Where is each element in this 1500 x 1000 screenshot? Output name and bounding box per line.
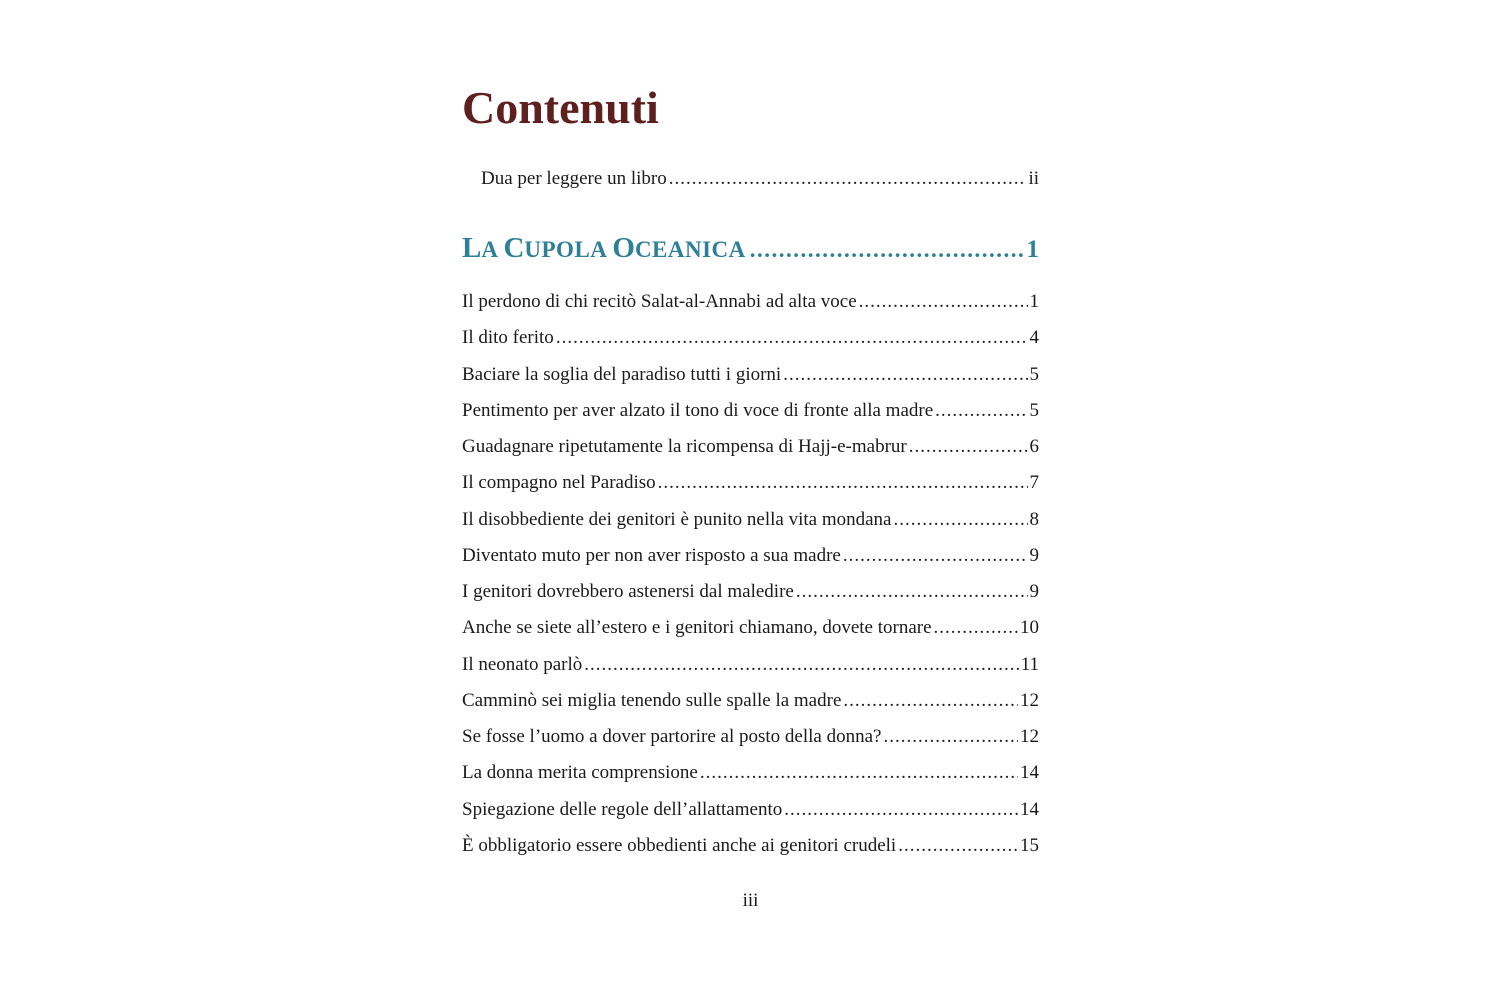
dot-leader (783, 362, 1027, 388)
toc-entry[interactable] (462, 579, 1039, 605)
toc-entry-page: 10 (1020, 617, 1039, 639)
toc-entry-page: 1 (1029, 291, 1039, 312)
dot-leader (750, 232, 1023, 268)
dot-leader (934, 615, 1018, 641)
toc-entry-label: Pentimento per aver alzato il tono di voce di fronte alla madre (462, 399, 934, 421)
dot-leader (584, 652, 1018, 678)
toc-entry[interactable] (462, 724, 1039, 750)
section-title: LA CUPOLA OCEANICA (462, 232, 746, 264)
toc-entry[interactable] (462, 507, 1039, 533)
toc-entry-page: 7 (1029, 472, 1039, 494)
section-page: 1 (1026, 236, 1039, 263)
toc-entry-label: Se fosse l’uomo a dover partorire al posto della donna? (462, 726, 882, 747)
toc-entry-label: Spiegazione delle regole dell’allattamento (462, 798, 783, 820)
dot-leader (883, 724, 1018, 750)
toc-entry-page: ii (1028, 168, 1039, 189)
dot-leader (859, 289, 1028, 315)
toc-entry-page: 12 (1020, 689, 1039, 711)
page-number-footer: iii (742, 890, 759, 911)
toc-section-heading[interactable] (462, 230, 1039, 268)
dot-leader (556, 325, 1028, 351)
dot-leader (898, 833, 1018, 859)
dot-leader (894, 507, 1028, 533)
dot-leader (935, 398, 1027, 424)
toc-entry-label: Il neonato parlò (462, 653, 583, 675)
toc-entry-page: 12 (1020, 726, 1039, 747)
toc-entry[interactable] (462, 325, 1039, 351)
toc-entry[interactable] (462, 470, 1039, 496)
toc-entry-label: Camminò sei miglia tenendo sulle spalle la madre (462, 689, 842, 711)
toc-entry-page: 4 (1029, 327, 1039, 349)
toc-entry[interactable] (462, 398, 1039, 424)
page-title: Contenuti (462, 82, 659, 133)
toc-entry[interactable] (462, 434, 1039, 460)
toc-entry[interactable] (462, 543, 1039, 569)
toc-entry-page: 6 (1029, 436, 1039, 457)
toc-entry[interactable] (462, 688, 1039, 714)
toc-entry-page: 11 (1020, 653, 1039, 675)
toc-entry-page: 15 (1020, 834, 1039, 856)
toc-entry-label: Baciare la soglia del paradiso tutti i giorni (462, 363, 782, 385)
toc-entry-label: Il compagno nel Paradiso (462, 472, 656, 494)
toc-entry-page: 9 (1029, 544, 1039, 566)
dot-leader (658, 470, 1028, 496)
toc-entry-page: 14 (1020, 762, 1039, 784)
toc-entry[interactable] (462, 289, 1039, 315)
toc-entry-label: Guadagnare ripetutamente la ricompensa di Hajj-e-mabrur (462, 436, 907, 457)
toc-entry[interactable] (462, 615, 1039, 641)
dot-leader (909, 434, 1028, 460)
toc-entry[interactable] (462, 797, 1039, 823)
toc-entry-label: Diventato muto per non aver risposto a sua madre (462, 544, 841, 566)
toc-entry-label: È obbligatorio essere obbedienti anche ai genitori crudeli (462, 834, 897, 856)
dot-leader (784, 797, 1018, 823)
toc-entry[interactable] (462, 652, 1039, 678)
toc-entry-page: 9 (1029, 581, 1039, 602)
toc-entry-label: Il disobbediente dei genitori è punito nella vita mondana (462, 508, 892, 530)
toc-entry[interactable] (462, 833, 1039, 859)
toc-page (462, 0, 1039, 1000)
toc-entry-front-matter[interactable] (481, 166, 1039, 192)
dot-leader (796, 579, 1028, 605)
dot-leader (843, 543, 1028, 569)
toc-entry-label: Dua per leggere un libro (481, 168, 667, 189)
toc-entry-page: 5 (1029, 363, 1039, 385)
toc-entry-label: Il dito ferito (462, 327, 554, 349)
dot-leader (843, 688, 1018, 714)
toc-entry-label: Anche se siete all’estero e i genitori chiamano, dovete tornare (462, 617, 932, 639)
dot-leader (669, 166, 1027, 192)
toc-entry-page: 8 (1029, 508, 1039, 530)
toc-entry-label: Il perdono di chi recitò Salat-al-Annabi ad alta voce (462, 291, 857, 312)
dot-leader (700, 760, 1018, 786)
toc-entry-page: 14 (1020, 798, 1039, 820)
toc-entry[interactable] (462, 760, 1039, 786)
toc-entry-label: La donna merita comprensione (462, 762, 698, 784)
toc-entry[interactable] (462, 362, 1039, 388)
toc-entry-page: 5 (1029, 399, 1039, 421)
toc-entry-label: I genitori dovrebbero astenersi dal maledire (462, 581, 794, 602)
